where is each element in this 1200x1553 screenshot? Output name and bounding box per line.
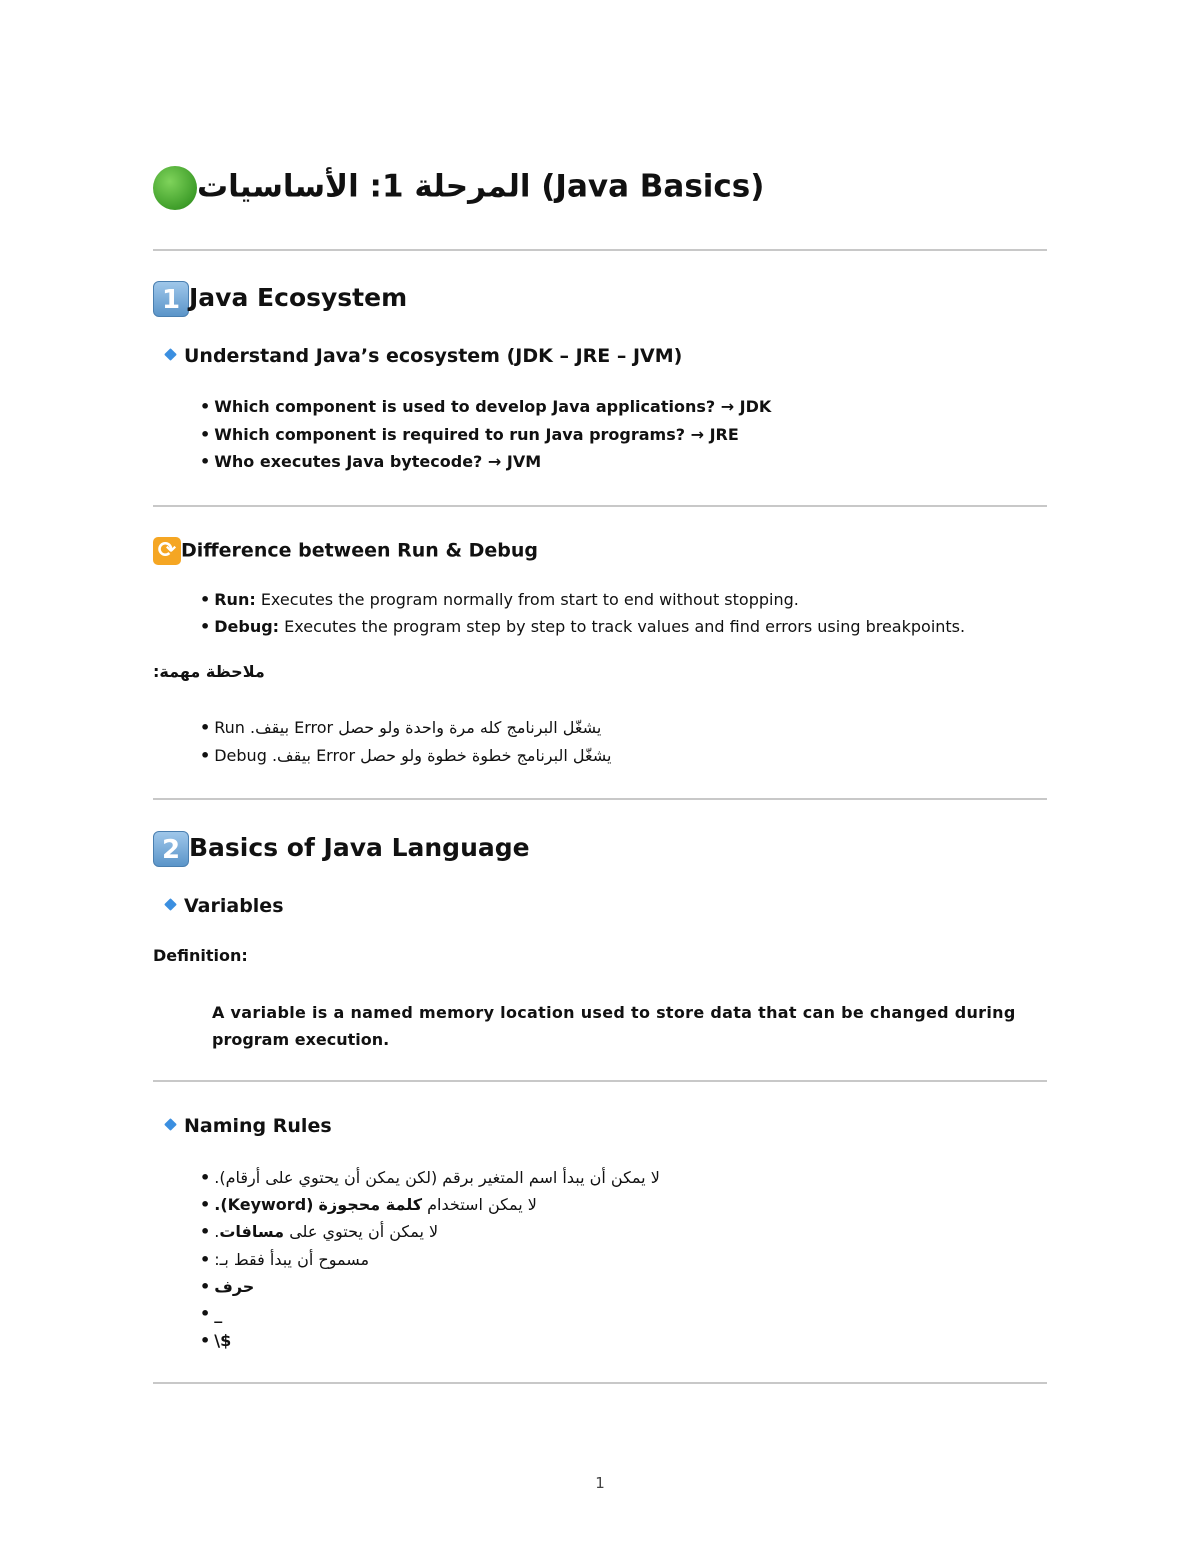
allowed-text: _ <box>214 1304 223 1323</box>
subheading-naming-rules <box>160 1115 332 1137</box>
allowed-item: • _ <box>200 1304 223 1323</box>
list-item: • Who executes Java bytecode? → JVM <box>200 452 542 471</box>
rule-part: لا يمكن استخدام <box>427 1195 537 1214</box>
subheading-text: Naming Rules <box>184 1115 332 1137</box>
divider <box>153 1080 1047 1082</box>
rule-text <box>214 1222 438 1241</box>
page-title <box>153 166 764 210</box>
rule-text: لا يمكن أن يبدأ اسم المتغير برقم (لكن يمكن أن يحتوي على أرقام). <box>214 1168 660 1187</box>
divider <box>153 505 1047 507</box>
rule-part: لا يمكن أن يحتوي على <box>289 1222 439 1241</box>
rule-part: (Keyword). <box>214 1195 314 1214</box>
definition-text: A variable is a named memory location used to store data that can be changed during <box>212 1003 1016 1022</box>
subheading-text: Understand Java’s ecosystem (JDK – JRE – JVM) <box>184 345 683 367</box>
list-item: • Which component is required to run Java programs? → JRE <box>200 425 739 444</box>
rule-text <box>214 1195 537 1214</box>
list-item-text: Who executes Java bytecode? → JVM <box>214 452 542 471</box>
list-item: • Run: Executes the program normally from start to end without stopping. <box>200 590 799 609</box>
note-term: Debug <box>214 746 267 765</box>
note-label: ملاحظة مهمة: <box>153 662 265 681</box>
note-item: • Run يشغّل البرنامج كله مرة واحدة ولو حصل Error بيقف. <box>200 718 602 737</box>
blue-diamond-icon <box>164 1118 177 1131</box>
green-circle-icon <box>153 166 197 210</box>
allowed-item: • حرف <box>200 1277 255 1296</box>
page-number: 1 <box>595 1474 605 1492</box>
allowed-text: \$ <box>214 1331 232 1350</box>
subheading-text: Variables <box>184 895 284 917</box>
section-heading-run-debug <box>153 537 538 565</box>
rule-keyword: مسافات <box>219 1222 285 1241</box>
rule-item: • لا يمكن استخدام كلمة محجوزة (Keyword). <box>200 1195 537 1214</box>
keycap-one-icon: 1 <box>153 281 189 317</box>
rule-item: • لا يمكن أن يبدأ اسم المتغير برقم (لكن يمكن أن يحتوي على أرقام). <box>200 1168 660 1187</box>
section-heading-basics <box>153 831 530 867</box>
note-text: يشغّل البرنامج كله مرة واحدة ولو حصل Error بيقف. <box>250 718 602 737</box>
rule-part: . <box>214 1222 220 1241</box>
item-text: Executes the program normally from start to end without stopping. <box>255 590 799 609</box>
item-label: Debug: <box>214 617 280 636</box>
repeat-icon: ⟳ <box>153 537 181 565</box>
title-arabic: المرحلة 1: الأساسيات <box>197 168 531 205</box>
rule-text: مسموح أن يبدأ فقط بـ: <box>214 1250 370 1269</box>
allowed-item: • \$ <box>200 1331 232 1350</box>
subheading-ecosystem <box>160 345 682 367</box>
section-title: Basics of Java Language <box>189 833 530 862</box>
section-title: Difference between Run & Debug <box>181 539 539 562</box>
divider <box>153 249 1047 251</box>
definition-label: Definition: <box>153 946 248 965</box>
section-heading-ecosystem <box>153 281 407 317</box>
rule-keyword: كلمة محجوزة <box>318 1195 423 1214</box>
item-text: Executes the program step by step to track values and find errors using breakpoints. <box>279 617 966 636</box>
blue-diamond-icon <box>164 348 177 361</box>
divider <box>153 1382 1047 1384</box>
note-term: Run <box>214 718 245 737</box>
note-text: يشغّل البرنامج خطوة خطوة ولو حصل Error بيقف. <box>271 746 612 765</box>
definition-text: program execution. <box>212 1030 390 1049</box>
list-item: • Debug: Executes the program step by step to track values and find errors using breakpoints. <box>200 617 966 636</box>
keycap-two-icon: 2 <box>153 831 189 867</box>
subheading-variables <box>160 895 284 917</box>
divider <box>153 798 1047 800</box>
list-item: • Which component is used to develop Java applications? → JDK <box>200 397 772 416</box>
list-item-text: Which component is required to run Java programs? → JRE <box>214 425 739 444</box>
allowed-text: حرف <box>214 1277 255 1296</box>
blue-diamond-icon <box>164 898 177 911</box>
rule-item: • لا يمكن أن يحتوي على مسافات. <box>200 1222 439 1241</box>
item-label: Run: <box>214 590 256 609</box>
section-title: Java Ecosystem <box>189 283 408 312</box>
note-item: • Debug يشغّل البرنامج خطوة خطوة ولو حصل Error بيقف. <box>200 746 612 765</box>
list-item-text: Which component is used to develop Java applications? → JDK <box>214 397 772 416</box>
title-english: (Java Basics) <box>541 168 765 205</box>
rule-item: • مسموح أن يبدأ فقط بـ: <box>200 1250 370 1269</box>
